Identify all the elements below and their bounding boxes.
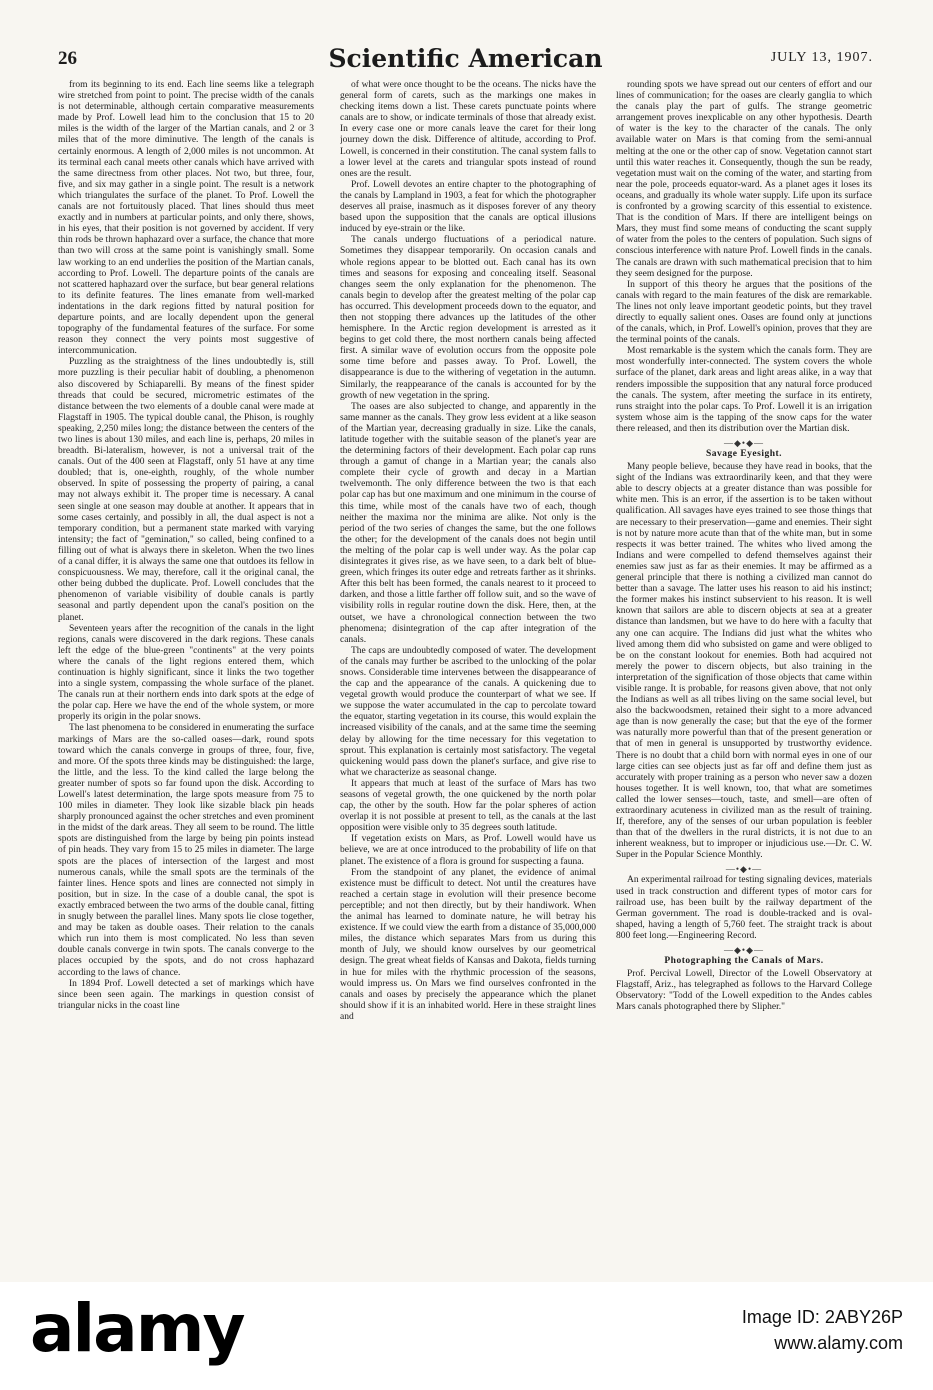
- paragraph: Many people believe, because they have read in books, that the sight of the Indians was extraordinarily keen, and that they were able to descry objects at a greater distance than was possible for white men. This is an error, if the assertion is to be taken without qualification. All savages have eyes trained to see those things that are necessary to their preservation—game and enemies. Their sight is not by nature more acute than that of the white man, but in some respects it was better trained. The whites who lived among the Indians and were compelled to defend themselves against their enemies saw just as far as their enemies. It may be affirmed as a general principle that there is nothing a civilized man cannot do better than a savage. The latter uses his reason to aid his instinct; the former makes his instinct subservient to his reason. It is well known that sailors are able to discern objects at sea at a greater distance than landsmen, but we have to do here with a faculty that any one can acquire. The Indians did just what the whites who lived among them did who subsisted on game and were obliged to be on the constant lookout for enemies. Both had acquired not merely the power to discern objects, but also training in the interpretation of the signification of those objects that came within visible range. It is probable, for reasons given above, that not only the Indians as well as all tribes living on the same social level, but also the backwoodsmen, retained their sight to a more advanced age than is now generally the case; but that the eye of the former was naturally more powerful than that of the present generation or that of men in general is unsupported by trustworthy evidence. There is no doubt that a child born with normal eyes in one of our large cities can see objects just as far off and define them just as accurately with proper training as a person who never saw a dozen houses together. It is well known, too, that what are sometimes called the lower senses—touch, taste, and smell—are often of extraordinary acuteness in civilized man as the result of training. If, therefore, any of the senses of our urban population is feebler than that of the dwellers in the rural districts, it is not due to an inherent weakness, but to improper or injudicious use.—Dr. C. W. Super in the Popular Science Monthly.: [616, 462, 872, 861]
- section-divider: —◆•◆—: [724, 945, 764, 956]
- column-3: [616, 80, 872, 1275]
- column-1: [58, 80, 314, 1275]
- alamy-logo: alamy: [30, 1290, 244, 1367]
- page-header: [58, 44, 873, 76]
- paragraph: The canals undergo fluctuations of a periodical nature. Sometimes they disappear temporarily. On occasion canals and whole regions appear to be blotted out. Each canal has its own times and seasons for exposing and concealing itself. Seasonal changes seem the only explanation for the phenomenon. The canals begin to develop after the greatest melting of the polar cap has occurred. This development proceeds down to the equator, and then not stopping there advances up the latitudes of the other hemisphere. In the Arctic region development is arrested as it begins to get cold there, the most northern canals being affected first. A similar wave of evolution occurs from the opposite pole some time before and passes away. To Prof. Lowell, the disappearance is due to the withering of vegetation in the autumn. Similarly, the reappearance of the canals is accounted for by the growth of new vegetation in the spring.: [340, 235, 596, 401]
- paragraph: from its beginning to its end. Each line seems like a telegraph wire stretched from point to point. The precise width of the canals is not determinable, although certain comparative measurements made by Prof. Lowell lead him to the conclusion that 15 to 20 miles is the width of the larger of the Martian canals, and 2 or 3 miles that of the more diminutive. The length of the canals is certainly enormous. A length of 2,000 miles is not uncommon. At its terminal each canal meets other canals which have arrived with the same directness from other places. Not two, but three, four, five, and six may gather in a single point. The result is a network which triangulates the surface of the planet. To Prof. Lowell the canals are not fortuitously placed. That lines should thus meet exactly and in numbers at particular points, and only there, shows, in his eyes, that their position is not governed by accident. If very thin rods be thrown haphazard over a surface, the chance that more than two will cross at the same point is vanishingly small. Some law working to an end underlies the position of the Martian canals, according to Prof. Lowell. The departure points of the canals are not scattered haphazard over the surface, but bear general relations to its definite features. The lines emanate from well-marked indentations in the dark regions fitted by natural position for departure points, and are locally dependent upon the general topography of the fundamental features of the surface. For some reason they connect the very points most suggestive of intercommunication.: [58, 80, 314, 357]
- section-divider: —◆•◆—: [724, 438, 764, 448]
- photographing-canals-heading: Photographing the Canals of Mars.: [664, 956, 824, 967]
- paragraph: Puzzling as the straightness of the lines undoubtedly is, still more puzzling is their peculiar habit of doubling, a phenomenon also discovered by Schiaparelli. By means of the finest spider threads that could be secured, micrometric estimates of the distance between the two elements of a double canal were made at Flagstaff in 1905. The typical double canal, the Phison, is roughly speaking, 2,250 miles long; the distance between the centers of the two lines is about 130 miles, and each line is, perhaps, 20 miles in breadth. Bi-lateralism, however, is not a universal trait of the canals. Out of the 400 seen at Flagstaff, only 51 have at any time doubled; that is, one-eighth, roughly, of the whole number observed. In spite of possessing the property of pairing, a canal may not always exhibit it. The proper time is necessary. A canal seen single at one season may double at another. It appears that in some cases certainly, and possibly in all, the dual aspect is not a temporary condition, but a permanent state marked with varying intensity; the fact of "gemination," so called, being confined to a filling out of what is always there in skeleton. When the two lines of a canal differ, it is always the same one that outdoes its fellow in conspicuousness. We may, therefore, call it the original canal, the other being dubbed the duplicate. Prof. Lowell concludes that the phenomenon of variable visibility of double canals is partly seasonal and partly dependent upon the canal's position on the planet.: [58, 357, 314, 623]
- column-2: [340, 80, 596, 1275]
- paragraph: Prof. Percival Lowell, Director of the Lowell Observatory at Flagstaff, Ariz., has telegraphed as follows to the Harvard College Observatory: "Todd of the Lowell expedition to the Andes cables Mars canals photographed there by Slipher.": [616, 969, 872, 1013]
- paragraph: If vegetation exists on Mars, as Prof. Lowell would have us believe, we are at once introduced to the probability of life on that planet. The existence of a flora is ground for suspecting a fauna.: [340, 834, 596, 867]
- page-number: 26: [58, 48, 77, 69]
- image-id: Image ID: 2ABY26P: [741, 1307, 903, 1327]
- image-info: [742, 1304, 903, 1356]
- paragraph: An experimental railroad for testing signaling devices, materials used in track construction and different types of motor cars for railroad use, has been built by the railway department of the German government. The road is double-tracked and is oval-shaped, having a length of 5,760 feet. The straight track is about 800 feet long.—Engineering Record.: [616, 875, 872, 941]
- paragraph: From the standpoint of any planet, the evidence of animal existence must be difficult to detect. Not until the creatures have reached a certain stage in evolution will their presence become perceptible; and not then directly, but by their handiwork. When the animal has learned to dominate nature, he will betray his existence. If we could view the earth from a distance of 35,000,000 miles, the distance which separates Mars from us during this month of July, we should know ourselves by our geometrical design. The great wheat fields of Kansas and Dakota, fields turning in hue for miles with the rhythmic procession of the seasons, would impress us. On Mars we find ourselves confronted in the canals and oases by precisely the appearance which the planet should show if it is an inhabited world. Here in these straight lines and: [340, 867, 596, 1022]
- watermark-footer: [0, 1282, 933, 1390]
- paragraph: It appears that much at least of the surface of Mars has two seasons of vegetal growth, the one quickened by the north polar cap, the other by the south. How far the polar spheres of action overlap it is not possible at present to tell, as the canals at the last opposition were visible only to 35 degrees south latitude.: [340, 778, 596, 834]
- paragraph: In support of this theory he argues that the positions of the canals with regard to the main features of the disk are remarkable. The lines not only leave important geodetic points, but they travel directly to equally salient ones. Oases are found only at junctions of the canals, which, in Prof. Lowell's opinion, proves that they are the terminal points of the canals.: [616, 279, 872, 346]
- paragraph: The oases are also subjected to change, and apparently in the same manner as the canals. They grow less evident at a like season of the Martian year, decreasing gradually in size. Like the canals, latitude together with the suitable season of the planet's year are the determining factors of their development. Each polar cap runs through a gamut of change in a Martian year; the canals also complete their cycle of growth and decay in a Martian twelvemonth. The only difference between the two is that each polar cap has but one maximum and one minimum in the course of this time, while most of the canals have two of each, though neither the maxima nor the minima are alike. Not only is the period of the two series of changes the same, but the one follows the other; for the development of the canals does not begin until the melting of the polar cap is well under way. As the polar cap disintegrates it gives rise, as we have seen, to a dark belt of blue-green, which fringes its outer edge and retreats farther as it shrinks. After this belt has been formed, the canals nearest to it proceed to darken, and those a little farther off follow suit, and so the wave of visibility rolls in regular routine down the disk. Here, then, at the outset, we have a chronological connection between the two phenomena; disintegration of the cap after integration of the canals.: [340, 401, 596, 645]
- savage-eyesight-heading: Savage Eyesight.: [705, 449, 783, 459]
- site-url: www.alamy.com: [774, 1333, 903, 1353]
- paragraph: The caps are undoubtedly composed of water. The development of the canals may further be ascribed to the unlocking of the polar snows. Considerable time intervenes between the disappearance of the cap and the appearance of the canals. A quickening due to vegetal growth would produce the counterpart of what we see. If we suppose the water accumulated in the cap to percolate toward the equator, starting vegetation in its course, this would explain the increased visibility of the canals, and at the same time the seeming delay by allowing for the time necessary for this vegetation to sprout. This explanation is certainly most satisfactory. The vegetal quickening would pass down the planet's surface, and give rise to what we characterize as seasonal change.: [340, 645, 596, 778]
- paragraph: Prof. Lowell devotes an entire chapter to the photographing of the canals by Lampland in 1903, a feat for which the photographer deserves all praise, inasmuch as it disposes forever of any theory based upon the supposition that the canals are optical illusions induced by eye-strain or the like.: [340, 179, 596, 235]
- paragraph: Most remarkable is the system which the canals form. They are most wonderfully inter-connected. The system covers the whole surface of the planet, dark areas and light areas alike, in a way that renders impossible the supposition that any natural force produced the canals. The system, after meeting the surface in its entirety, runs straight into the polar caps. To Prof. Lowell it is an irrigation system whose aim is the tapping of the snow caps for the water there released, and then its distribution over the Martian disk.: [616, 346, 872, 434]
- section-divider: —•◆•—: [725, 864, 763, 875]
- paragraph: of what were once thought to be the oceans. The nicks have the general form of carets, such as the markings one makes in checking items down a list. These carets punctuate points where canals are to show, or indicate terminals of those that already exist. In every case one or more canals leave the caret for their long journey down the disk. Difference of altitude, according to Prof. Lowell, is concerned in their constitution. The canal system falls to a lower level at the carets and triangular spots instead of round ones are the result.: [340, 80, 596, 179]
- paragraph: In 1894 Prof. Lowell detected a set of markings which have since been seen again. The markings in question consist of triangular nicks in the coast line: [58, 978, 314, 1011]
- paragraph: rounding spots we have spread out our centers of effort and our lines of communication; for the oases are clearly ganglia to which the canals play the part of gulfs. The strange geometric arrangement proves inexplicable on any other hypothesis. Dearth of water is the key to the character of the canals. The only available water on Mars is that coming from the semi-annual melting at the one or the other cap of snow. Vegetation cannot start until this water reaches it. Consequently, though the sun be ready, vegetation must wait on the coming of the water, and starting from near the pole, proceeds equator-ward. As a planet ages it loses its oceans, and gradually its whole water supply. Life upon its surface is confronted by a growing scarcity of this essential to existence. That is the condition of Mars. If there are intelligent beings on Mars, they must find some means of conducting the scant supply of water from the poles to the centers of population. Such signs of conscious interference with nature Prof. Lowell finds in the canals. The canals are drawn with such mathematical precision that to him they seem designed for the purpose.: [616, 80, 872, 279]
- paragraph: Seventeen years after the recognition of the canals in the light regions, canals were discovered in the dark regions. These canals left the edge of the blue-green "continents" at the very points where the canals of the light regions entered them, which continuation is highly significant, since it links the two together into a single system, compassing the whole surface of the planet. The canals run at their northern ends into dark spots at the edge of the polar cap. Here we have the end of the whole system, or more properly its origin in the polar snows.: [58, 623, 314, 723]
- issue-date: JULY 13, 1907.: [770, 50, 873, 65]
- masthead-title: Scientific American: [328, 44, 603, 73]
- paragraph: The last phenomena to be considered in enumerating the surface markings of Mars are the so-called oases—dark, round spots toward which the canals converge in groups of three, four, five, and more. Of the spots three kinds may be distinguished: the large, the little, and the less. To the kind called the large belong the greater number of spots so far found upon the disk. According to Lowell's latest determination, the large spots measure from 75 to 100 miles in diameter. They look like sizable black pin heads sharply pronounced against the ocher stretches and even prominent in the midst of the dark areas. They all seem to be round. The little spots are distinguished from the large by being pin points instead of pin heads. They vary from 15 to 25 miles in diameter. The large spots are the places of intersection of the largest and most numerous canals, while the small spots are the terminals of the fainter lines. Hence spots and lines are connected not simply in position, but in size. In the case of a double canal, the spot is exactly embraced between the two arms of the double canal, fitting in snugly between the parallel lines. Many spots lie close together, and may be taken as double oases. Their relation to the canals which run into them is most complicated. No less than seven double canals converge in twin spots. The canals converge to the places occupied by the spots, and do not cross haphazard according to the laws of chance.: [58, 723, 314, 978]
